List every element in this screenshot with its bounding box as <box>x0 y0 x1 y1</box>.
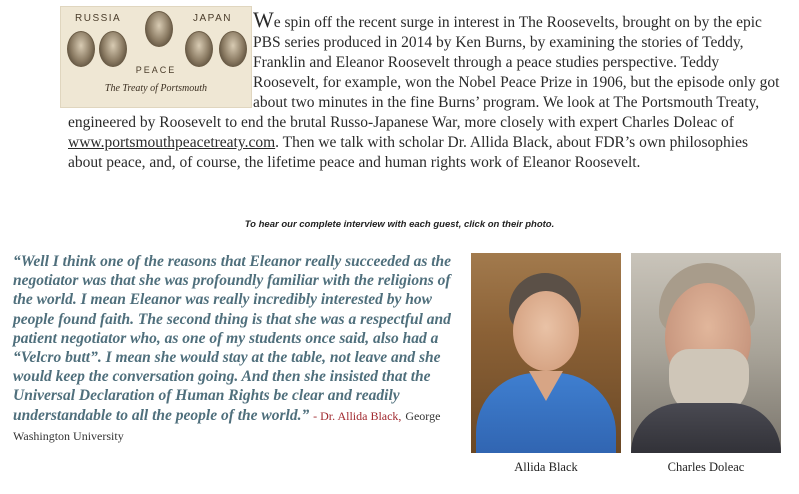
quote-attribution-name: - Dr. Allida Black, <box>313 408 402 423</box>
intro-text-end: . Then we talk with scholar Dr. Allida Black, about FDR’s own philosophies about peace, and, of course, the lifetime peace and human rights work of Eleanor Roosevelt. <box>68 134 749 171</box>
treaty-peace-label: PEACE <box>135 65 177 75</box>
charles-doleac-photo[interactable] <box>631 253 781 453</box>
quote-attribution-org: George Washington University <box>13 408 441 443</box>
quote-text: “Well I think one of the reasons that Eleanor really succeeded as the negotiator was that she was profoundly familiar with the religions of the world. I mean Eleanor was really incredibly interested by how people found faith. The second thing is that she was a respectful and patient negotiator who, as one of my students once said, also had a “Velcro butt”. I mean she would stay at the table, not leave and she would keep the conversation going. And then she insisted that the Universal Declaration of Human Rights be clear and readily understandable to all the people of the world.” <box>13 253 452 424</box>
intro-paragraph <box>68 7 780 173</box>
treaty-title: The Treaty of Portsmouth <box>104 83 208 94</box>
intro-drop-cap: W <box>253 7 274 32</box>
interview-instruction: To hear our complete interview with each guest, click on their photo. <box>244 219 555 230</box>
charles-doleac-caption: Charles Doleac <box>667 460 745 474</box>
eleanor-quote <box>13 252 463 446</box>
allida-black-caption: Allida Black <box>514 460 578 474</box>
portsmouth-treaty-link[interactable]: www.portsmouthpeacetreaty.com <box>68 134 276 151</box>
treaty-country-left: RUSSIA <box>75 13 122 24</box>
treaty-country-right: JAPAN <box>193 13 232 24</box>
allida-black-photo[interactable] <box>471 253 621 453</box>
intro-text: e spin off the recent surge in interest in The Roosevelts, brought on by the epic PBS series produced in 2014 by Ken Burns, by examining the stories of Teddy, Franklin and Eleanor Roosevelt through a peace studies perspective. Teddy Roosevelt, for example, won the Nobel Peace Prize in 1906, but the episode only got about two minutes in the fine Burns’ program. We look at The Portsmouth Treaty, engineered by Roosevelt to end the brutal Russo-Japanese War, more closely with expert Charles Doleac of <box>68 14 780 131</box>
